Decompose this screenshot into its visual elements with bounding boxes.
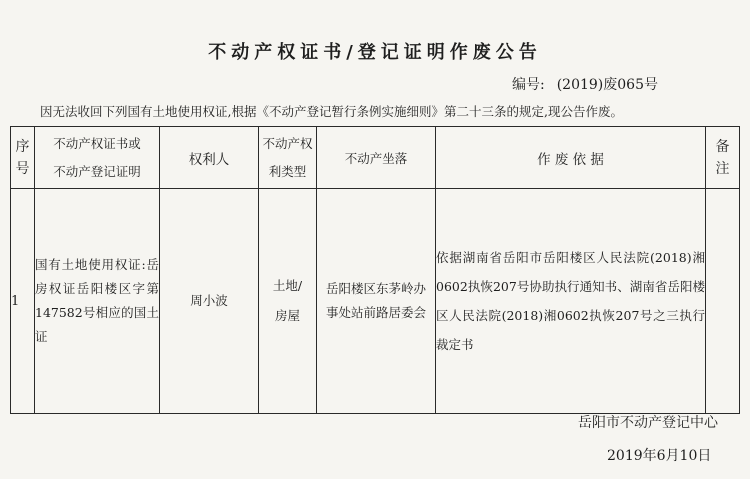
header-seq: 序 号: [11, 127, 35, 189]
issuer-name: 岳阳市不动产登记中心: [578, 415, 718, 431]
row-right-type-line1: 土地/: [272, 278, 303, 293]
header-remark: 备 注: [706, 127, 740, 189]
header-right-type: 不动产权 利类型: [259, 127, 317, 189]
row-certificate: 国有土地使用权证:岳房权证岳阳楼区字第147582号相应的国土证: [35, 189, 160, 414]
void-certificate-table: [10, 126, 740, 414]
row-remark: [706, 189, 740, 414]
header-owner: 权利人: [160, 127, 259, 189]
document-number-label: 编号:: [512, 77, 545, 93]
table-header-row: [11, 127, 740, 189]
header-basis: 作 废 依 据: [436, 127, 706, 189]
row-right-type-line2: 房屋: [274, 308, 300, 323]
header-certificate: 不动产权证书或 不动产登记证明: [35, 127, 160, 189]
issue-date: 2019年6月10日: [607, 448, 712, 464]
table-row: [11, 189, 740, 414]
row-owner: 周小波: [160, 189, 259, 414]
row-location: 岳阳楼区东茅岭办事处站前路居委会: [317, 189, 436, 414]
intro-paragraph: 因无法收回下列国有土地使用权证,根据《不动产登记暂行条例实施细则》第二十三条的规定,现公告作废。: [40, 104, 623, 119]
document-number-value: (2019)废065号: [556, 77, 658, 93]
document-number: [512, 74, 658, 94]
header-location: 不动产坐落: [317, 127, 436, 189]
row-right-type: [259, 189, 317, 414]
row-seq: 1: [11, 189, 35, 414]
page-title: 不动产权证书/登记证明作废公告: [208, 42, 542, 63]
row-basis: 依据湖南省岳阳市岳阳楼区人民法院(2018)湘0602执恢207号协助执行通知书、湖南省岳阳楼区人民法院(2018)湘0602执恢207号之三执行裁定书: [436, 189, 706, 414]
